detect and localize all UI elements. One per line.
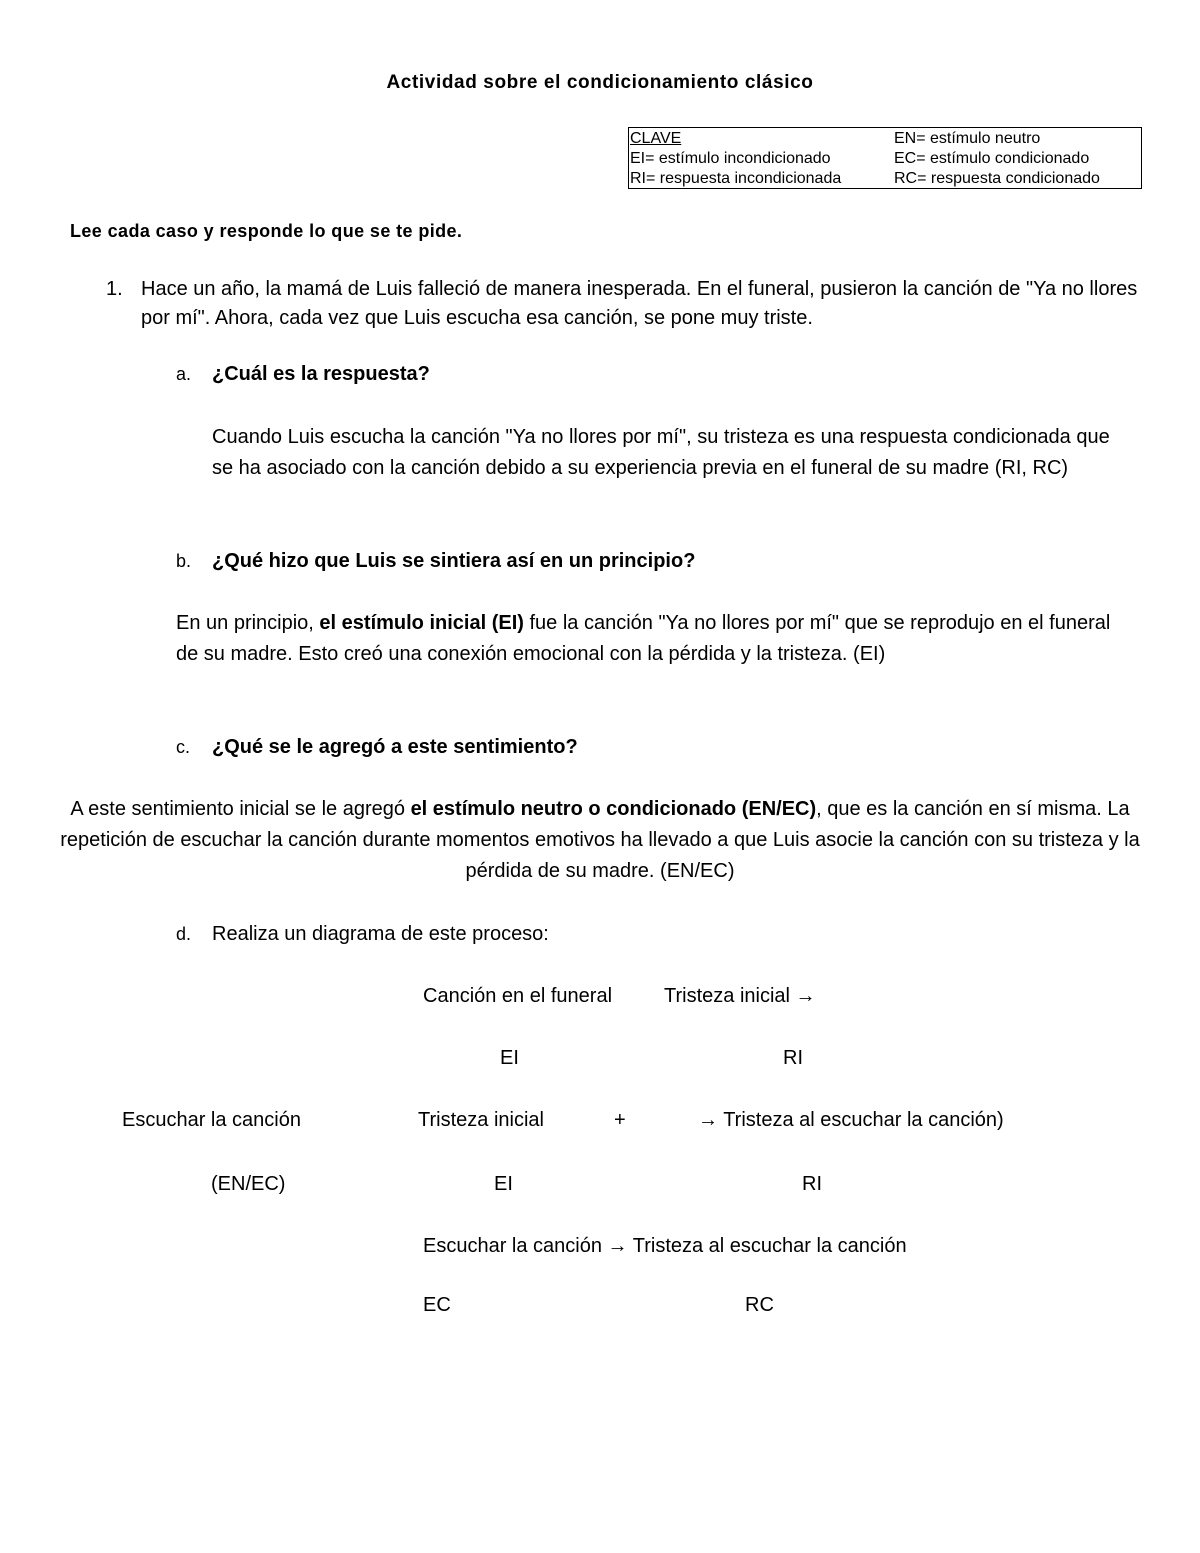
part-d-letter: d. — [176, 924, 192, 944]
part-c-question — [176, 736, 578, 758]
part-b-question-text: ¿Qué hizo que Luis se sintiera así en un principio? — [212, 550, 696, 572]
diagram-row1-stimulus-label: EI — [500, 1047, 519, 1069]
diagram-row1-stimulus: Canción en el funeral — [423, 985, 613, 1007]
part-c-answer — [60, 794, 1140, 887]
key-ec: EC= estímulo condicionado — [894, 150, 1090, 167]
part-a-question — [176, 363, 430, 385]
part-d-question — [176, 923, 549, 945]
part-a-answer: Cuando Luis escucha la canción "Ya no llores por mí", su tristeza es una respuesta condicionada que se ha asociado con la canción debido a su experiencia previa en el funeral de su madre (RI, RC) — [212, 426, 1110, 479]
key-table — [628, 127, 1142, 189]
part-b-letter: b. — [176, 551, 192, 571]
part-b-question — [176, 550, 696, 572]
question-text: Hace un año, la mamá de Luis falleció de manera inesperada. En el funeral, pusieron la canción de "Ya no llores por mí". Ahora, cada vez que Luis escucha esa canción, se pone muy triste. — [141, 278, 1138, 329]
part-a-question-text: ¿Cuál es la respuesta? — [212, 363, 430, 385]
part-b-answer — [176, 608, 1136, 670]
part-b-answer-post: fue la canción "Ya no llores por mí" que se reprodujo en el funeral de su madre. Esto creó una conexión emocional con la pérdida y la tristeza. (EI) — [176, 612, 1111, 665]
diagram-row3-stimulus-label: EC — [423, 1294, 451, 1316]
part-b-answer-pre: En un principio, — [176, 612, 320, 634]
part-b-answer-bold: el estímulo inicial (EI) — [319, 612, 524, 634]
diagram-row3-response-label: RC — [745, 1294, 774, 1316]
part-c-answer-post: , que es la canción en sí misma. La repetición de escuchar la canción durante momentos emotivos ha llevado a que Luis asocie la canción con su tristeza y la pérdida de su madre. (EN/EC) — [60, 798, 1140, 882]
part-a-letter: a. — [176, 364, 192, 384]
diagram-row2-right-label: RI — [802, 1173, 822, 1195]
diagram-row1-response: Tristeza inicial → — [664, 985, 816, 1007]
part-d-question-text: Realiza un diagrama de este proceso: — [212, 923, 549, 945]
question-number: 1. — [106, 278, 123, 300]
key-ei: EI= estímulo incondicionado — [630, 150, 831, 167]
document-title: Actividad sobre el condicionamiento clásico — [386, 72, 814, 93]
diagram-row2-mid: Tristeza inicial — [418, 1109, 544, 1131]
diagram-row2-left: Escuchar la canción — [122, 1109, 301, 1131]
part-c-question-text: ¿Qué se le agregó a este sentimiento? — [212, 736, 578, 758]
part-c-answer-pre: A este sentimiento inicial se le agregó — [70, 798, 411, 820]
key-rc: RC= respuesta condicionado — [894, 170, 1100, 187]
diagram-row2-mid-label: EI — [494, 1173, 513, 1195]
part-c-answer-bold: el estímulo neutro o condicionado (EN/EC) — [410, 798, 817, 820]
instruction: Lee cada caso y responde lo que se te pide. — [70, 221, 463, 241]
diagram-row3-text: Escuchar la canción → Tristeza al escuchar la canción — [423, 1235, 907, 1257]
part-c-letter: c. — [176, 737, 191, 757]
diagram-row2-right: → Tristeza al escuchar la canción) — [698, 1109, 1004, 1131]
key-ri: RI= respuesta incondicionada — [630, 170, 842, 187]
diagram-row2-left-label: (EN/EC) — [211, 1173, 286, 1195]
diagram-row1-response-label: RI — [783, 1047, 803, 1069]
diagram-row2-plus: + — [614, 1109, 626, 1131]
key-heading: CLAVE — [630, 130, 682, 147]
key-en: EN= estímulo neutro — [894, 130, 1041, 147]
